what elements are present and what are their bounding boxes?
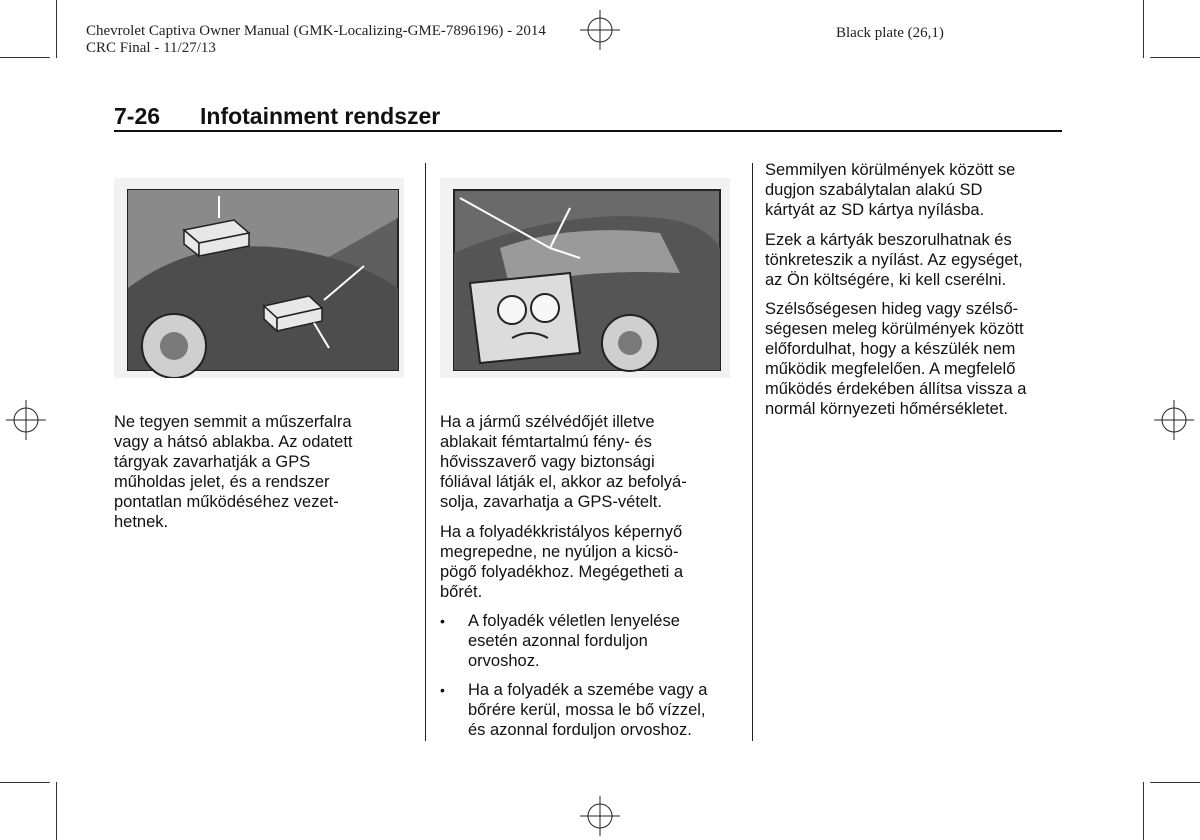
registration-mark-icon — [580, 796, 620, 836]
bullet-icon: • — [440, 682, 445, 698]
column2-paragraph-2: Ha a folyadékkristályos képernyő megrepedne, ne nyúljon a kicsö- pögő folyadékhoz. Megégetheti a bőrét. — [440, 523, 684, 601]
header-rule — [114, 130, 1062, 132]
slug-line-2: CRC Final - 11/27/13 — [86, 40, 216, 56]
column3-paragraph-3: Szélsőségesen hideg vagy szélső- ségesen meleg körülmények között előfordulhat, hogy a készülék nem működik megfelelően. A megfelelő működés érdekében állítsa vissza a normál környezeti hőmérsékletet. — [765, 300, 1027, 418]
page-number: 7-26 — [114, 103, 161, 129]
dashboard-objects-illustration — [114, 178, 404, 378]
column1-paragraph: Ne tegyen semmit a műszerfalra vagy a hátsó ablakba. Az odatett tárgyak zavarhatják a GPS műholdas jelet, és a rendszer pontatlan működéséhez vezet- hetnek. — [114, 413, 353, 531]
registration-mark-icon — [580, 10, 620, 50]
crop-mark — [56, 782, 57, 840]
section-title: Infotainment rendszer — [200, 103, 441, 129]
crop-mark — [1143, 782, 1144, 840]
crop-mark — [0, 782, 50, 783]
bullet-icon: • — [440, 613, 445, 629]
list-item — [440, 611, 740, 671]
column-divider — [425, 163, 426, 741]
slug-line-1: Chevrolet Captiva Owner Manual (GMK-Localizing-GME-7896196) - 2014 — [86, 23, 546, 39]
crop-mark — [0, 57, 50, 58]
crop-mark — [1150, 57, 1200, 58]
column2-paragraph-1: Ha a jármű szélvédőjét illetve ablakait fémtartalmú fény- és hővisszaverő vagy biztonsági fóliával látják el, akkor az befolyá- solja, zavarhatja a GPS-vételt. — [440, 413, 687, 511]
column3-paragraph-2: Ezek a kártyák beszorulhatnak és tönkreteszik a nyílást. Az egységet, az Ön költségére, ki kell cserélni. — [765, 231, 1023, 289]
bullet-text: A folyadék véletlen lenyelése esetén azonnal forduljon orvoshoz. — [468, 612, 680, 670]
crop-mark — [56, 0, 57, 58]
plate-label: Black plate (26,1) — [836, 25, 944, 41]
crop-mark — [1143, 0, 1144, 58]
page-header — [114, 102, 1062, 130]
registration-mark-icon — [6, 400, 46, 440]
list-item — [440, 680, 740, 740]
bullet-text: Ha a folyadék a szemébe vagy a bőrére kerül, mossa le bő vízzel, és azonnal forduljon orvoshoz. — [468, 681, 708, 739]
registration-mark-icon — [1154, 400, 1194, 440]
column3-paragraph-1: Semmilyen körülmények között se dugjon szabálytalan alakú SD kártyát az SD kártya nyílásba. — [765, 161, 1016, 219]
column-divider — [752, 163, 753, 741]
windshield-film-illustration — [440, 178, 730, 378]
crop-mark — [1150, 782, 1200, 783]
